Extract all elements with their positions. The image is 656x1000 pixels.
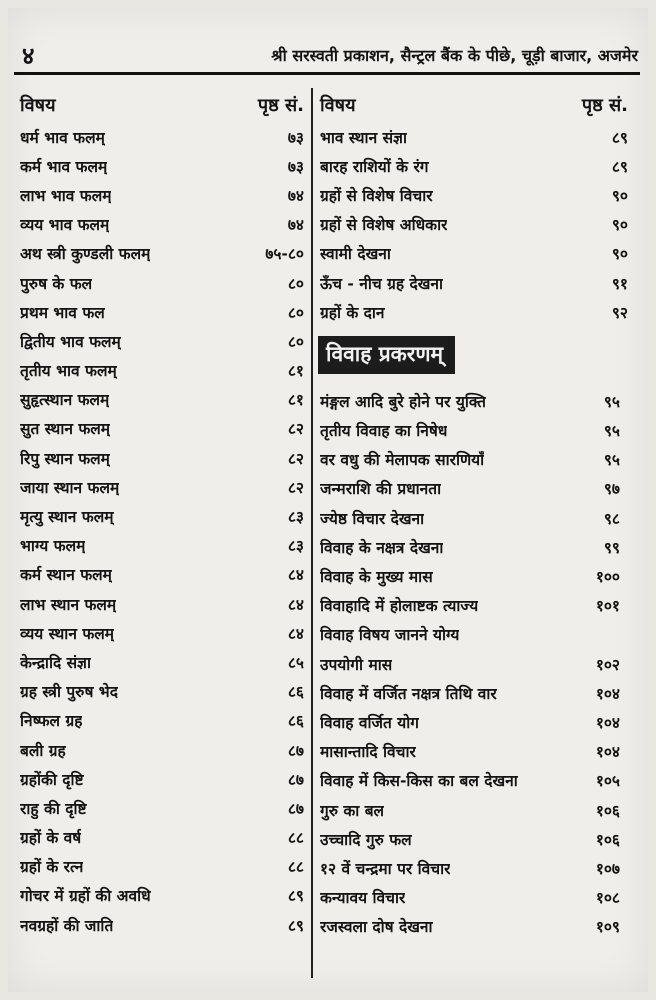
subject-heading: विषय — [20, 95, 56, 116]
index-entry — [16, 677, 308, 706]
entry-page: ९५ — [603, 422, 620, 441]
entry-title: बली ग्रह — [20, 741, 66, 760]
index-entry — [316, 737, 632, 766]
index-entry — [316, 649, 632, 678]
index-entry — [16, 385, 308, 414]
index-entry — [316, 239, 632, 268]
index-entry — [316, 416, 632, 445]
entry-title: उच्चादि गुरु फल — [320, 830, 412, 849]
index-entry — [16, 647, 308, 676]
entry-page: ८४ — [287, 595, 304, 614]
index-entry — [16, 618, 308, 647]
entry-title: विवाह के नक्षत्र देखना — [320, 538, 444, 557]
entry-page: १०६ — [595, 801, 620, 820]
index-entry — [316, 883, 632, 912]
entry-page: ८१ — [287, 391, 304, 410]
index-entry — [16, 122, 308, 151]
index-entry — [16, 852, 308, 881]
entry-title: विवाह के मुख्य मास — [320, 568, 433, 587]
index-entry — [16, 735, 308, 764]
index-entry — [316, 766, 632, 795]
index-entry — [316, 707, 632, 736]
page-number: ४ — [22, 41, 35, 70]
index-column-left — [16, 88, 308, 939]
index-entry — [16, 443, 308, 472]
index-entry — [316, 620, 632, 649]
index-entry — [16, 706, 308, 735]
index-entry — [316, 795, 632, 824]
entry-page: ८० — [287, 332, 304, 351]
entry-title: तृतीय भाव फलम् — [20, 362, 117, 381]
entry-page: ८१ — [287, 362, 304, 381]
entry-title: लाभ स्थान फलम् — [20, 595, 117, 614]
entry-page: ८३ — [287, 508, 304, 527]
entry-title: भाग्य फलम् — [20, 537, 86, 556]
entry-page: १०४ — [595, 684, 620, 703]
index-entry — [316, 824, 632, 853]
entry-page: ८७ — [287, 770, 304, 789]
entry-title: ग्रहों के दान — [320, 303, 385, 322]
index-entry — [16, 793, 308, 822]
index-entry — [16, 356, 308, 385]
entry-page: ८६ — [287, 712, 304, 731]
entry-title: सुहृत्स्थान फलम् — [20, 391, 110, 410]
index-entry — [16, 268, 308, 297]
entry-list — [16, 122, 308, 939]
entry-title: ग्रहों के रत्न — [20, 858, 84, 877]
entry-title: विवाह वर्जित योग — [320, 713, 419, 732]
entry-title: भाव स्थान संज्ञा — [320, 128, 407, 147]
entry-page: ८२ — [287, 420, 304, 439]
entry-page: ९९ — [603, 538, 620, 557]
index-entry — [316, 297, 632, 326]
entry-page: ७५-८० — [265, 245, 304, 264]
index-entry — [316, 591, 632, 620]
entry-title: नवग्रहों की जाति — [20, 916, 114, 935]
entry-title: बारह राशियों के रंग — [320, 157, 429, 176]
index-entry — [16, 501, 308, 530]
index-entry — [316, 386, 632, 415]
entry-page: ८९ — [287, 916, 304, 935]
entry-title: ऊँच - नीच ग्रह देखना — [320, 274, 443, 293]
entry-title: जन्मराशि की प्रधानता — [320, 480, 442, 499]
entry-page: ९५ — [603, 392, 620, 411]
index-entry — [316, 445, 632, 474]
index-entry — [16, 764, 308, 793]
page-header — [14, 38, 640, 75]
entry-page: ९२ — [611, 303, 628, 322]
index-entry — [316, 678, 632, 707]
entry-title: पुरुष के फल — [20, 274, 93, 293]
entry-title: मृत्यु स्थान फलम् — [20, 508, 114, 527]
entry-title: धर्म भाव फलम् — [20, 128, 105, 147]
index-entry — [16, 472, 308, 501]
index-entry — [316, 180, 632, 209]
entry-title: व्यय स्थान फलम् — [20, 624, 115, 643]
entry-page: ९० — [611, 216, 628, 235]
entry-title: विवाह विषय जानने योग्य — [320, 626, 460, 645]
entry-page: १०९ — [595, 918, 620, 937]
entry-title: प्रथम भाव फल — [20, 303, 105, 322]
index-entry — [16, 823, 308, 852]
entry-page: ८४ — [287, 566, 304, 585]
entry-page: ८९ — [611, 128, 628, 147]
index-entry — [316, 561, 632, 590]
entry-title: ग्रह स्त्री पुरुष भेद — [20, 683, 118, 702]
entry-title: स्वामी देखना — [320, 245, 391, 264]
entry-title: रिपु स्थान फलम् — [20, 449, 110, 468]
publisher-line: श्री सरस्वती प्रकाशन, सैन्ट्रल बैंक के पीछे, चूड़ी बाजार, अजमेर — [271, 46, 638, 65]
entry-title: राहु की दृष्टि — [20, 799, 87, 818]
section-title: विवाह प्रकरणम् — [318, 336, 455, 374]
entry-page: ८० — [287, 303, 304, 322]
index-entry — [16, 297, 308, 326]
index-entry — [316, 853, 632, 882]
entry-page: ९१ — [611, 274, 628, 293]
entry-page: ८२ — [287, 449, 304, 468]
page-heading: पृष्ठ सं. — [581, 95, 628, 116]
entry-title: ग्रहोंकी दृष्टि — [20, 770, 84, 789]
entry-page: ९० — [611, 245, 628, 264]
entry-page: ८५ — [287, 653, 304, 672]
entry-title: मंङ्गल आदि बुरे होने पर युक्ति — [320, 392, 486, 411]
index-entry — [316, 210, 632, 239]
column-header — [316, 88, 632, 122]
entry-page: ८० — [287, 274, 304, 293]
entry-title: तृतीय विवाह का निषेध — [320, 422, 448, 441]
index-entry — [16, 560, 308, 589]
entry-title: कर्म भाव फलम् — [20, 157, 108, 176]
entry-title: द्वितीय भाव फलम् — [20, 332, 121, 351]
index-entry — [16, 589, 308, 618]
index-entry — [316, 122, 632, 151]
subject-heading: विषय — [320, 95, 356, 116]
entry-title: कन्यावय विचार — [320, 889, 406, 908]
entry-title: कर्म स्थान फलम् — [20, 566, 112, 585]
entry-page: ८९ — [611, 157, 628, 176]
index-column-right — [316, 88, 632, 941]
entry-page: ९५ — [603, 451, 620, 470]
entry-page: ८९ — [287, 887, 304, 906]
entry-page: ७३ — [287, 128, 304, 147]
index-entry — [316, 151, 632, 180]
entry-page: ८६ — [287, 683, 304, 702]
entry-page: १०७ — [595, 859, 620, 878]
entry-title: निष्फल ग्रह — [20, 712, 83, 731]
entry-title: अथ स्त्री कुण्डली फलम् — [20, 245, 151, 264]
index-entry — [316, 474, 632, 503]
index-entry — [16, 531, 308, 560]
entry-title: ग्रहों के वर्ष — [20, 829, 82, 848]
entry-page: ७४ — [287, 216, 304, 235]
entry-title: वर वधु की मेलापक सारणियाँ — [320, 451, 485, 470]
entry-page: ८४ — [287, 624, 304, 643]
entry-title: लाभ भाव फलम् — [20, 186, 112, 205]
entry-title: गोचर में ग्रहों की अवधि — [20, 887, 151, 906]
entry-page: १०५ — [595, 772, 620, 791]
entry-page: १०६ — [595, 830, 620, 849]
entry-title: मासान्तादि विचार — [320, 743, 416, 762]
entry-title: विवाह में वर्जित नक्षत्र तिथि वार — [320, 684, 497, 703]
page-heading: पृष्ठ सं. — [257, 95, 304, 116]
index-entry — [16, 180, 308, 209]
index-entry — [16, 326, 308, 355]
entry-title: ग्रहों से विशेष विचार — [320, 186, 433, 205]
entry-title: उपयोगी मास — [320, 655, 393, 674]
index-entry — [316, 532, 632, 561]
entry-page: १०१ — [595, 597, 620, 616]
entry-page: ८२ — [287, 478, 304, 497]
index-entry — [316, 268, 632, 297]
book-page — [8, 8, 648, 992]
entry-title: १२ वें चन्द्रमा पर विचार — [320, 859, 451, 878]
entry-page: १०८ — [595, 889, 620, 908]
entry-page: ८८ — [287, 858, 304, 877]
entry-list — [316, 386, 632, 941]
index-entry — [16, 239, 308, 268]
entry-title: व्यय भाव फलम् — [20, 216, 110, 235]
entry-title: केन्द्रादि संज्ञा — [20, 653, 92, 672]
entry-page: ७४ — [287, 186, 304, 205]
column-header — [16, 88, 308, 122]
entry-title: विवाहादि में होलाष्टक त्याज्य — [320, 597, 479, 616]
entry-page: ८८ — [287, 829, 304, 848]
entry-page: ८७ — [287, 799, 304, 818]
index-entry — [16, 210, 308, 239]
entry-page: १०२ — [595, 655, 620, 674]
entry-page: १०० — [595, 568, 620, 587]
entry-page: ९० — [611, 186, 628, 205]
entry-page: ९८ — [603, 509, 620, 528]
index-entry — [16, 910, 308, 939]
entry-title: रजस्वला दोष देखना — [320, 918, 433, 937]
index-entry — [16, 414, 308, 443]
entry-page: १०४ — [595, 743, 620, 762]
index-entry — [316, 912, 632, 941]
index-entry — [16, 881, 308, 910]
entry-title: गुरु का बल — [320, 801, 385, 820]
index-entry — [316, 503, 632, 532]
entry-title: जाया स्थान फलम् — [20, 478, 120, 497]
entry-title: विवाह में किस-किस का बल देखना — [320, 772, 518, 791]
entry-list — [316, 122, 632, 326]
entry-page: ९७ — [603, 480, 620, 499]
entry-page: ८३ — [287, 537, 304, 556]
entry-title: ग्रहों से विशेष अधिकार — [320, 216, 448, 235]
column-divider — [311, 88, 313, 978]
entry-page: १०४ — [595, 713, 620, 732]
entry-page: ७३ — [287, 157, 304, 176]
index-entry — [16, 151, 308, 180]
entry-title: सुत स्थान फलम् — [20, 420, 111, 439]
entry-title: ज्येष्ठ विचार देखना — [320, 509, 425, 528]
entry-page: ८७ — [287, 741, 304, 760]
